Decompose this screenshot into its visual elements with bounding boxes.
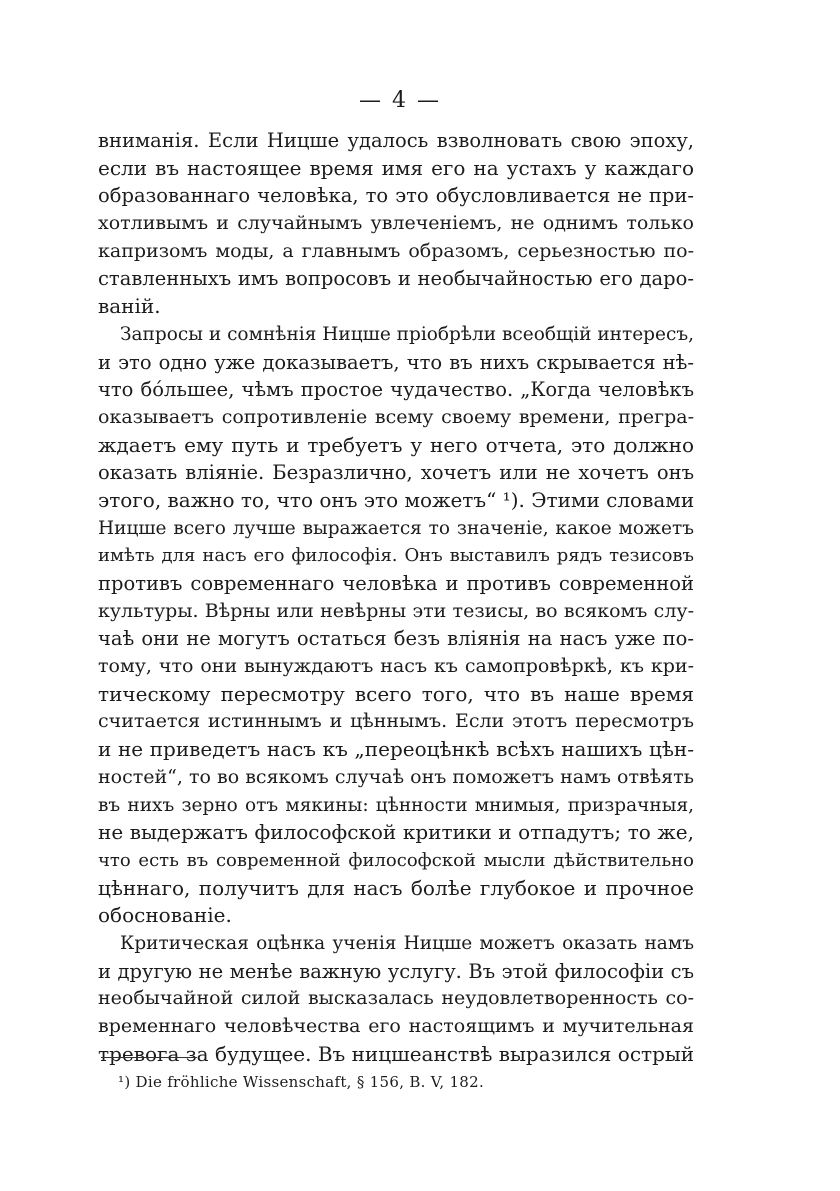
text-line: Критическая оцѣнка ученія Ницше можетъ оказать намъ [120,932,694,954]
text-line: Запросы и сомнѣнія Ницше пріобрѣли всеобщій интересъ, [120,323,694,345]
text-line: и не приведетъ насъ къ „переоцѣнкѣ всѣхъ нашихъ цѣн- [98,737,694,762]
text-line: тревога за будущее. Въ ницшеанствѣ выразился острый [98,1041,694,1066]
text-line: необычайной силой высказалась неудовлетворенность со- [98,987,694,1010]
text-line: образованнаго человѣка, то это обусловливается не при- [98,184,694,208]
text-line: ваній. [98,294,161,319]
text-line: этого, важно то, что онъ это можетъ“ ¹). Этими словами [98,487,694,512]
body-text [98,127,694,1068]
text-line: чаѣ они не могутъ остаться безъ вліянія на насъ уже по- [98,627,694,651]
text-line: оказываетъ сопротивленіе всему своему времени, прегра- [98,405,694,428]
text-line: считается истиннымъ и цѣннымъ. Если этотъ пересмотръ [98,710,694,733]
text-line: ставленныхъ имъ вопросовъ и необычайностью его даро- [98,267,694,291]
text-line: противъ современнаго человѣка и противъ современной [98,572,694,595]
text-line: имѣть для насъ его философія. Онъ выставилъ рядъ тезисовъ [98,545,694,567]
text-line: что бóльшее, чѣмъ простое чудачество. „Когда человѣкъ [98,378,694,402]
footnote: ¹) Die fröhliche Wissenschaft, § 156, B. V, 182. [118,1073,485,1091]
text-line: культуры. Вѣрны или невѣрны эти тезисы, во всякомъ слу- [98,599,694,622]
text-line: и это одно уже доказываетъ, что въ нихъ скрывается нѣ- [98,350,694,374]
text-line: оказать вліяніе. Безразлично, хочетъ или не хочетъ онъ [98,461,694,485]
text-line: капризомъ моды, а главнымъ образомъ, серьезностью по- [98,239,694,262]
text-line: и другую не менѣе важную услугу. Въ этой философіи съ [98,959,694,983]
footnote-divider [101,1057,197,1058]
text-line: вниманія. Если Ницше удалось взволновать свою эпоху, [98,129,694,152]
text-line: хотливымъ и случайнымъ увлеченіемъ, не однимъ только [98,212,694,235]
text-line: ждаетъ ему путь и требуетъ у него отчета, это должно [98,432,694,457]
text-line: тическому пересмотру всего того, что въ наше время [98,681,694,706]
text-line: тому, что они вынуждаютъ насъ къ самопровѣркѣ, къ кри- [98,655,694,678]
text-line: временнаго человѣчества его настоящимъ и мучительная [98,1015,694,1037]
text-line: не выдержатъ философской критики и отпадутъ; то же, [98,820,694,845]
text-line: если въ настоящее время имя его на устахъ у каждаго [98,155,694,180]
text-line: въ нихъ зерно отъ мякины: цѣнности мнимыя, призрачныя, [98,794,694,816]
text-line: ностей“, то во всякомъ случаѣ онъ поможетъ намъ отвѣять [98,765,694,788]
text-line: Ницше всего лучше выражается то значеніе, какое можетъ [98,517,694,539]
page-number: — 4 — [359,88,441,113]
text-line: обоснованіе. [98,903,232,928]
text-line: что есть въ современной философской мысли дѣйствительно [98,849,694,871]
text-line: цѣннаго, получитъ для насъ болѣе глубокое и прочное [98,875,694,900]
